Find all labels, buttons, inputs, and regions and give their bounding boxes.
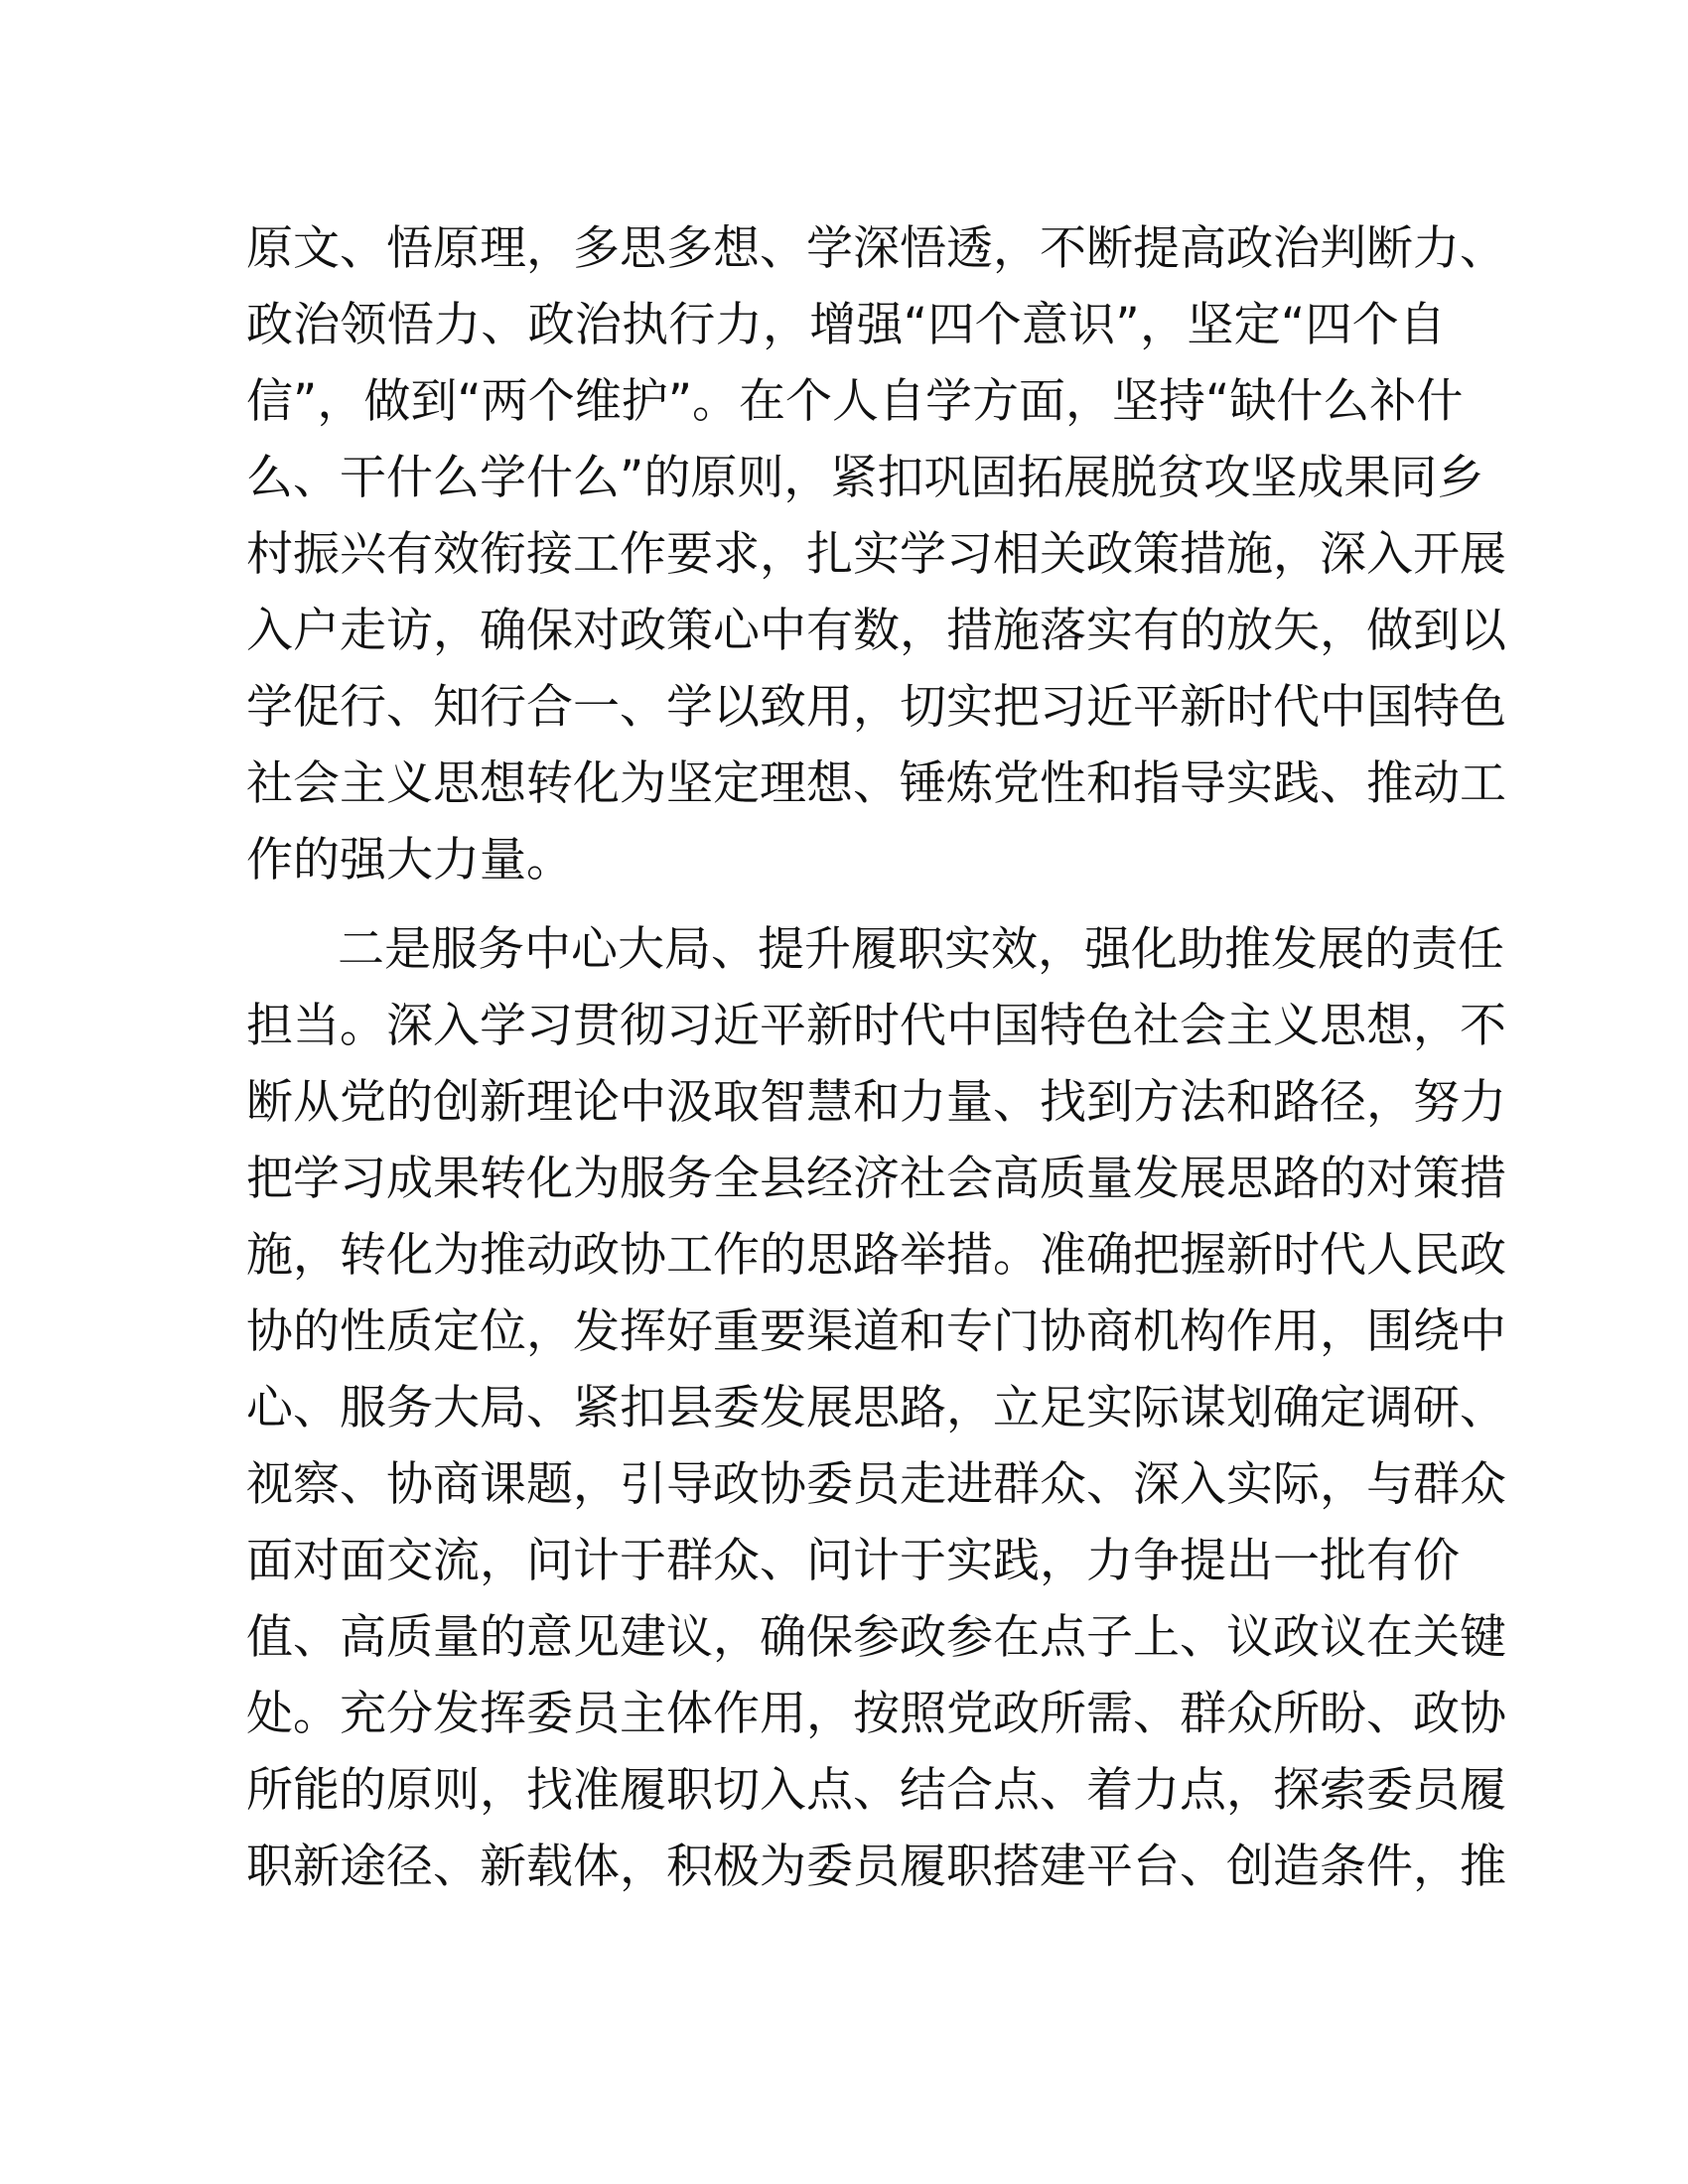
text-line: 学促行、知行合一、学以致用，切实把习近平新时代中国特色 [246, 680, 1506, 735]
paragraph-2 [246, 911, 1506, 1905]
text-line: 么、干什么学什么”的原则，紧扣巩固拓展脱贫攻坚成果同乡 [246, 451, 1484, 505]
text-line: 社会主义思想转化为坚定理想、锤炼党性和指导实践、推动工 [246, 756, 1506, 811]
text-line: 职新途径、新载体，积极为委员履职搭建平台、创造条件，推 [246, 1840, 1506, 1894]
text-line: 村振兴有效衔接工作要求，扎实学习相关政策措施，深入开展 [246, 527, 1506, 582]
text-line: 把学习成果转化为服务全县经济社会高质量发展思路的对策措 [246, 1152, 1506, 1206]
text-line: 视察、协商课题，引导政协委员走进群众、深入实际，与群众 [246, 1457, 1506, 1512]
text-line: 担当。深入学习贯彻习近平新时代中国特色社会主义思想，不 [246, 999, 1506, 1053]
text-line: 所能的原则，找准履职切入点、结合点、着力点，探索委员履 [246, 1763, 1506, 1818]
text-line: 原文、悟原理，多思多想、学深悟透，不断提高政治判断力、 [246, 221, 1506, 276]
text-line: 政治领悟力、政治执行力，增强“四个意识”，坚定“四个自 [246, 298, 1446, 352]
text-line: 值、高质量的意见建议，确保参政参在点子上、议政议在关键 [246, 1610, 1506, 1665]
text-line: 作的强大力量。 [246, 833, 573, 887]
paragraph-1 [246, 210, 1506, 898]
text-line: 施，转化为推动政协工作的思路举措。准确把握新时代人民政 [246, 1228, 1506, 1283]
text-line: 断从党的创新理论中汲取智慧和力量、找到方法和路径，努力 [246, 1075, 1506, 1130]
text-line: 心、服务大局、紧扣县委发展思路，立足实际谋划确定调研、 [246, 1381, 1506, 1435]
text-line: 二是服务中心大局、提升履职实效，强化助推发展的责任 [338, 922, 1504, 977]
text-line: 入户走访，确保对政策心中有数，措施落实有的放矢，做到以 [246, 604, 1506, 658]
text-line: 信”，做到“两个维护”。在个人自学方面，坚持“缺什么补什 [246, 374, 1464, 429]
text-line: 面对面交流，问计于群众、问计于实践，力争提出一批有价 [246, 1534, 1460, 1588]
paragraph-gap [246, 898, 1446, 911]
body-text [246, 210, 1506, 1905]
text-line: 处。充分发挥委员主体作用，按照党政所需、群众所盼、政协 [246, 1687, 1506, 1741]
text-line: 协的性质定位，发挥好重要渠道和专门协商机构作用，围绕中 [246, 1304, 1506, 1359]
